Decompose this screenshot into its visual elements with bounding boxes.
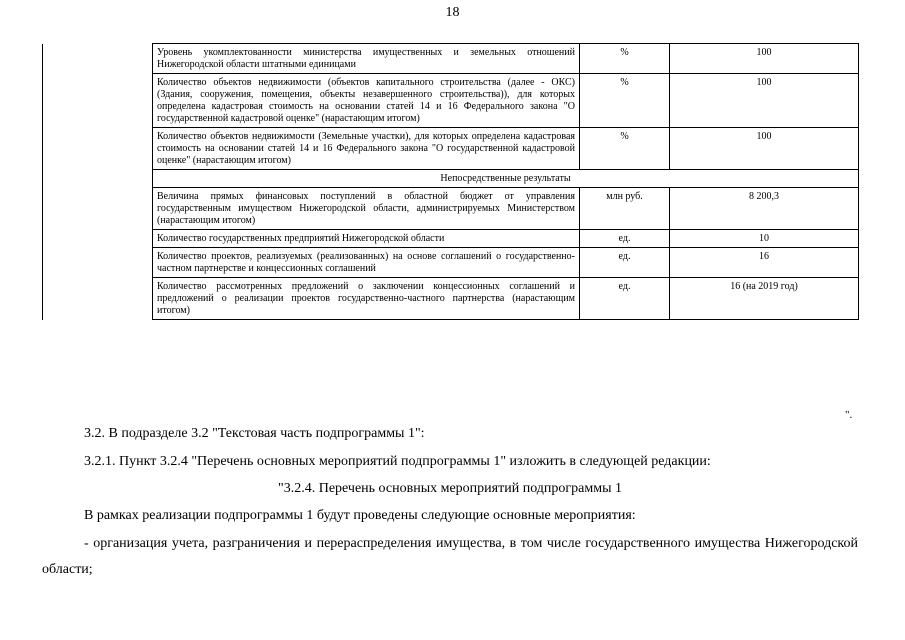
unit-cell: % (580, 74, 670, 128)
paragraph-intro: В рамках реализации подпрограммы 1 будут проведены следующие основные мероприятия: (84, 508, 636, 523)
paragraph-subsection-3-2: 3.2. В подразделе 3.2 "Текстовая часть подпрограммы 1": (84, 426, 425, 441)
indicator-name-cell: Уровень укомплектованности министерства имущественных и земельных отношений Нижегородской области штатными единицами (153, 44, 580, 74)
unit-cell: ед. (580, 248, 670, 278)
table-row (43, 188, 859, 230)
value-cell: 100 (670, 128, 859, 170)
indicators-table-body (43, 44, 859, 320)
table-row (43, 44, 859, 74)
indicator-name-cell: Количество объектов недвижимости (объектов капитального строительства (далее - ОКС) (Здания, сооружения, помещения, объекты незавершенного строительства)), для которых определена кадастровая стоимость на основании статей 14 и 16 Федерального закона "О государственной кадастровой оценке" (нарастающим итогом) (153, 74, 580, 128)
table-row (43, 230, 859, 248)
unit-cell: % (580, 128, 670, 170)
table-row (43, 278, 859, 320)
paragraph-heading-3-2-4: "3.2.4. Перечень основных мероприятий подпрограммы 1 (278, 481, 622, 496)
table-row (43, 128, 859, 170)
section-title-cell: Непосредственные результаты (153, 170, 859, 188)
closing-quote: ". (845, 409, 853, 421)
table-row (43, 74, 859, 128)
indicator-name-cell: Количество объектов недвижимости (Земельные участки), для которых определена кадастровая стоимость на основании статей 14 и 16 Федерального закона "О государственной кадастровой оценке" (нарастающим итогом) (153, 128, 580, 170)
value-cell: 16 (670, 248, 859, 278)
indicator-name-cell: Количество рассмотренных предложений о заключении концессионных соглашений и предложений о реализации проектов государственно-частного партнерства (нарастающим итогом) (153, 278, 580, 320)
table-blank-column (43, 44, 153, 320)
indicator-name-cell: Величина прямых финансовых поступлений в областной бюджет от управления государственным имуществом Нижегородской области, администрируемых Министерством (нарастающим итогом) (153, 188, 580, 230)
table-section-row (43, 170, 859, 188)
paragraph-item-3-2-1: 3.2.1. Пункт 3.2.4 "Перечень основных мероприятий подпрограммы 1" изложить в следующей редакции: (84, 454, 711, 469)
value-cell: 100 (670, 44, 859, 74)
indicators-table (42, 43, 859, 320)
unit-cell: ед. (580, 278, 670, 320)
indicator-name-cell: Количество проектов, реализуемых (реализованных) на основе соглашений о государственно-частном партнерстве и концессионных соглашений (153, 248, 580, 278)
page-number: 18 (445, 5, 460, 20)
unit-cell: % (580, 44, 670, 74)
table-row (43, 248, 859, 278)
indicator-name-cell: Количество государственных предприятий Нижегородской области (153, 230, 580, 248)
value-cell: 8 200,3 (670, 188, 859, 230)
unit-cell: млн руб. (580, 188, 670, 230)
paragraph-list-item: - организация учета, разграничения и перераспределения имущества, в том числе государственного имущества Нижегородской области; (42, 536, 858, 577)
unit-cell: ед. (580, 230, 670, 248)
value-cell: 10 (670, 230, 859, 248)
value-cell: 16 (на 2019 год) (670, 278, 859, 320)
value-cell: 100 (670, 74, 859, 128)
